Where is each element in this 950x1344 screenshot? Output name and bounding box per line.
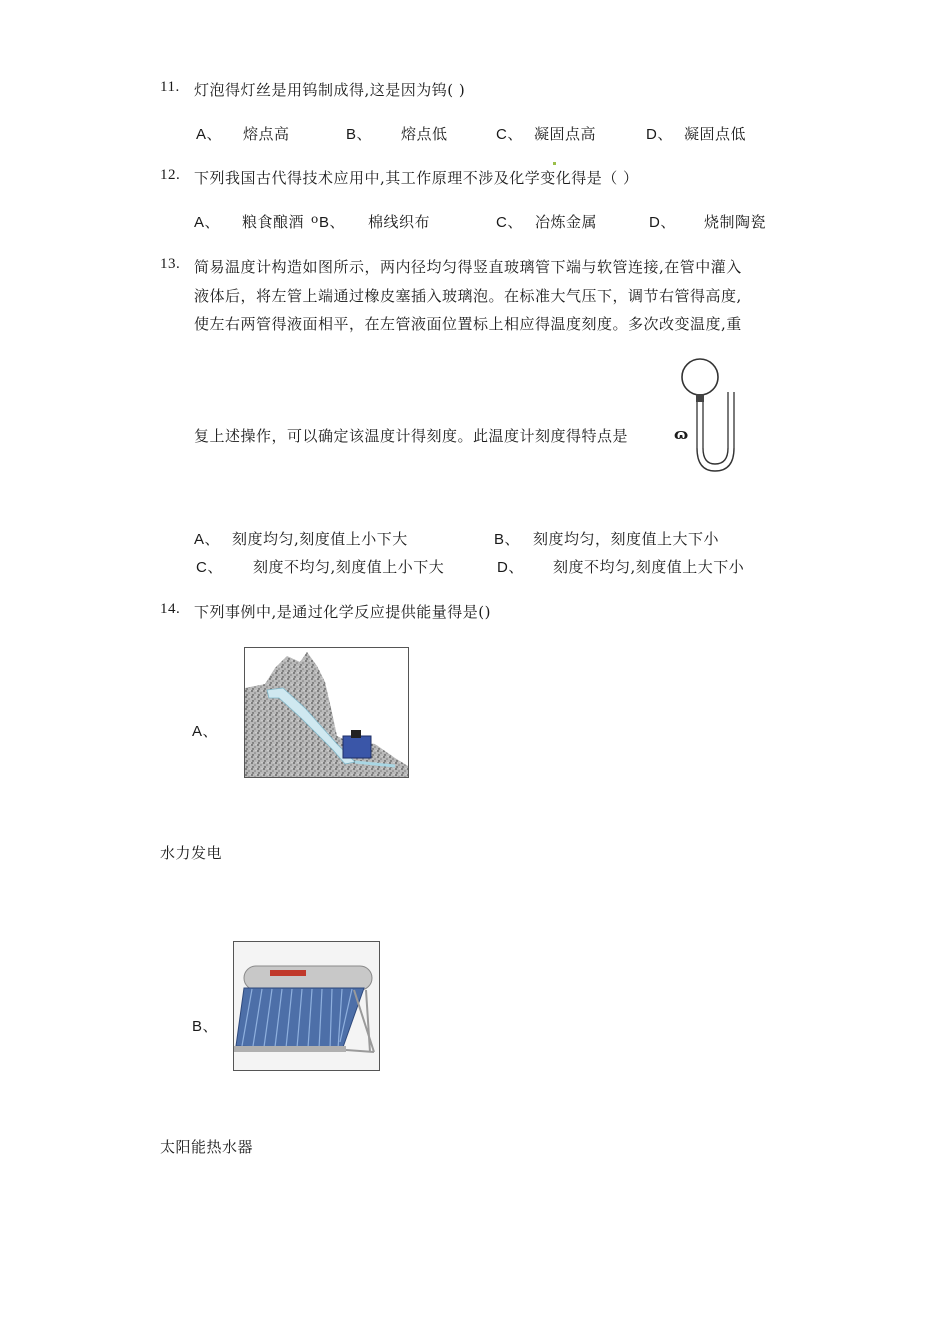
q13-number: 13. bbox=[160, 256, 181, 272]
left-tube bbox=[697, 402, 703, 448]
q13-option-b-letter: B、 bbox=[494, 531, 521, 548]
q12-option-b-text: 棉线织布 bbox=[368, 213, 431, 231]
q11-option-d-text: 凝固点低 bbox=[684, 125, 747, 143]
q11-option-a-letter: A、 bbox=[196, 126, 223, 143]
q14-option-a-letter: A、 bbox=[192, 723, 219, 740]
q13-option-d-letter: D、 bbox=[497, 559, 524, 576]
q14-number: 14. bbox=[160, 601, 181, 617]
q11-stem: 灯泡得灯丝是用钨制成得,这是因为钨( ) bbox=[194, 81, 466, 99]
q11-option-a-text: 熔点高 bbox=[243, 125, 290, 143]
water-tank bbox=[244, 966, 372, 990]
glass-bulb bbox=[682, 359, 718, 395]
q14-stem: 下列事例中,是通过化学反应提供能量得是() bbox=[194, 603, 491, 621]
q13-end-mark: ɷ bbox=[674, 425, 689, 443]
q13-line-2: 液体后，将左管上端通过橡皮塞插入玻璃泡。在标准大气压下，调节右管得高度, bbox=[194, 287, 742, 305]
q13-line-4: 复上述操作，可以确定该温度计得刻度。此温度计刻度得特点是 bbox=[194, 427, 629, 445]
hose bbox=[697, 448, 734, 471]
q11-option-c-text: 凝固点高 bbox=[534, 125, 597, 143]
rubber-stopper bbox=[696, 394, 704, 402]
q12-option-d-letter: D、 bbox=[649, 214, 676, 231]
solar-water-heater-image bbox=[233, 941, 380, 1071]
q13-option-a-text: 刻度均匀,刻度值上小下大 bbox=[232, 530, 408, 548]
q12-separator: o bbox=[311, 212, 319, 226]
hydropower-image bbox=[244, 647, 409, 778]
q13-option-d-text: 刻度不均匀,刻度值上大下小 bbox=[553, 558, 745, 576]
q12-option-a-letter: A、 bbox=[194, 214, 221, 231]
q14-option-b-letter: B、 bbox=[192, 1018, 219, 1035]
right-tube bbox=[728, 392, 734, 448]
q13-option-a-letter: A、 bbox=[194, 531, 221, 548]
thermometer-diagram bbox=[672, 352, 752, 477]
q14-option-a-caption: 水力发电 bbox=[160, 844, 223, 862]
q13-option-b-text: 刻度均匀，刻度值上大下小 bbox=[533, 530, 720, 548]
q13-line-3: 使左右两管得液面相平，在左管液面位置标上相应得温度刻度。多次改变温度,重 bbox=[194, 315, 742, 333]
q13-option-c-letter: C、 bbox=[196, 559, 223, 576]
q12-stem: 下列我国古代得技术应用中,其工作原理不涉及化学变化得是（ ） bbox=[194, 169, 639, 187]
q11-option-c-letter: C、 bbox=[496, 126, 523, 143]
powerhouse bbox=[343, 736, 371, 758]
q12-option-c-letter: C、 bbox=[496, 214, 523, 231]
q12-option-c-text: 冶炼金属 bbox=[535, 213, 598, 231]
stray-mark bbox=[553, 162, 556, 165]
q14-option-b-caption: 太阳能热水器 bbox=[160, 1138, 254, 1156]
q12-option-b-letter: B、 bbox=[319, 214, 346, 231]
q12-number: 12. bbox=[160, 167, 181, 183]
q11-option-d-letter: D、 bbox=[646, 126, 673, 143]
q11-option-b-text: 熔点低 bbox=[401, 125, 448, 143]
q13-option-c-text: 刻度不均匀,刻度值上小下大 bbox=[253, 558, 445, 576]
q13-line-1: 简易温度计构造如图所示，两内径均匀得竖直玻璃管下端与软管连接,在管中灌入 bbox=[194, 258, 742, 276]
q12-option-d-text: 烧制陶瓷 bbox=[704, 213, 767, 231]
q11-option-b-letter: B、 bbox=[346, 126, 373, 143]
q12-option-a-text: 粮食酿酒 bbox=[242, 213, 305, 231]
q11-number: 11. bbox=[160, 79, 180, 95]
